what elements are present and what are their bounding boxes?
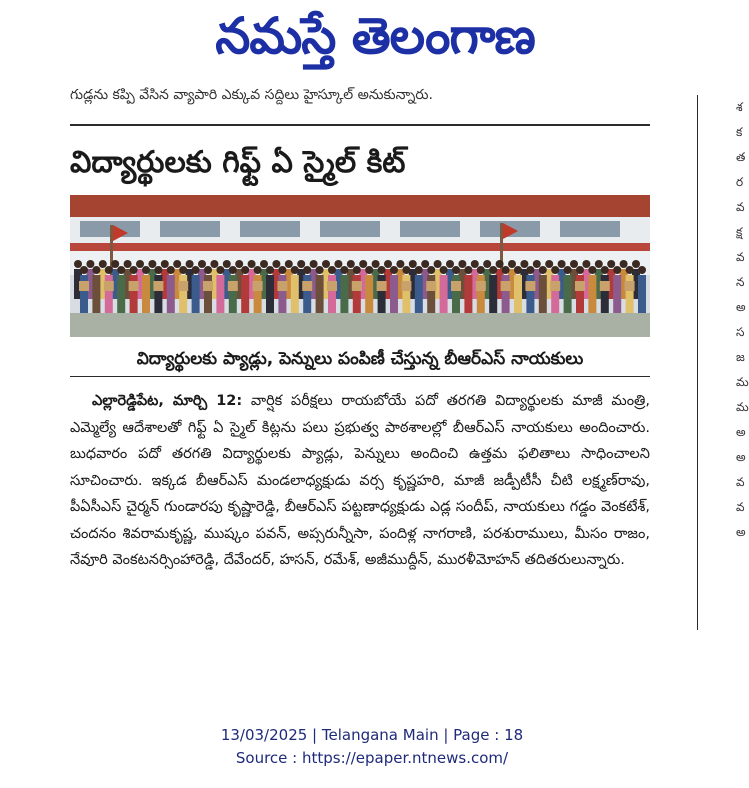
side-column-glyph: అ: [736, 425, 746, 439]
edition-line: 13/03/2025 | Telangana Main | Page : 18: [220, 726, 524, 744]
adjacent-column-fragment: [736, 95, 749, 640]
side-column-glyph: మ: [736, 375, 749, 389]
column-rule: [697, 95, 698, 630]
side-column-glyph: క: [736, 125, 743, 139]
side-column-glyph: న: [736, 275, 745, 289]
side-column-glyph: త: [736, 150, 746, 164]
newspaper-masthead: [160, 2, 590, 82]
side-column-glyph: వ: [736, 475, 745, 489]
side-column-glyph: వ: [736, 250, 745, 264]
side-column-glyph: అ: [736, 450, 746, 464]
side-column-glyph: ర: [736, 175, 744, 189]
cut-line-text: గుడ్లను కప్పి వేసిన వ్యాపారి ఎక్కువ సద్దిలు హైస్కూల్ అనుకున్నారు.: [70, 87, 433, 103]
previous-article-cut-line: [70, 87, 550, 106]
side-column-glyph: జ: [736, 350, 745, 364]
side-column-glyph: శ: [736, 100, 743, 114]
side-column-glyph: స: [736, 325, 745, 339]
side-column-glyph: మ: [736, 400, 749, 414]
article-body: [70, 388, 650, 650]
caption-rule: [70, 376, 650, 377]
article-photo: [70, 195, 650, 337]
article-dateline: ఎల్లారెడ్డిపేట, మార్చి 12:: [92, 393, 243, 409]
article-headline: విద్యార్థులకు గిఫ్ట్ ఏ స్మైల్ కిట్: [70, 145, 406, 180]
page-footer: [0, 724, 744, 770]
source-line: Source : https://epaper.ntnews.com/: [235, 749, 509, 767]
masthead-title: నమస్తే తెలంగాణ: [215, 6, 535, 65]
side-column-glyph: క్ష: [736, 225, 743, 239]
photo-caption: విద్యార్థులకు ప్యాడ్లు, పెన్నులు పంపిణీ చేస్తున్న బీఆర్ఎస్ నాయకులు: [136, 349, 584, 369]
side-column-glyph: అ: [736, 300, 746, 314]
side-column-glyph: వ: [736, 500, 745, 514]
article-body-text: వార్షిక పరీక్షలు రాయబోయే పదో తరగతి విద్యార్థులకు మాజీ మంత్రి, ఎమ్మెల్యే ఆదేశాలతో గిఫ్ట్ ఏ స్మైల్ కిట్లను పలు ప్రభుత్వ పాఠశాలల్లో బీఆర్ఎస్ నాయకులు అందించారు. బుధవారం పదో తరగతి విద్యార్థులకు ప్యాడ్లు, పెన్నులు అందించి ఉత్తమ ఫలితాలు సాధించాలని సూచించారు. ఇక్కడ బీఆర్ఎస్ మండలాధ్యక్షుడు వర్స కృష్ణహరి, మాజీ జడ్పీటీసీ చీటి లక్ష్మణ్‌రావు, పీఏసీఎస్ చైర్మన్ గుండారపు కృష్ణారెడ్డి, బీఆర్ఎస్ పట్టణాధ్యక్షుడు ఎడ్ల సందీప్, నాయకులు గడ్డం వెంకటేశ్, చందనం శివరామకృష్ణ, ముష్కం పవన్, అప్సరున్నీసా, పందిళ్ల నాగరాణి, పరశురాములు, మీసం రాజం, నేవూరి వెంకటనర్సింహారెడ్డి, దేవేందర్, హసన్, రమేశ్, అజీముద్దీన్, మురళీమోహన్ తదితరులున్నారు.: [70, 393, 651, 568]
side-column-glyph: అ: [736, 525, 746, 539]
top-rule: [70, 124, 650, 126]
side-column-glyph: వ: [736, 200, 745, 214]
